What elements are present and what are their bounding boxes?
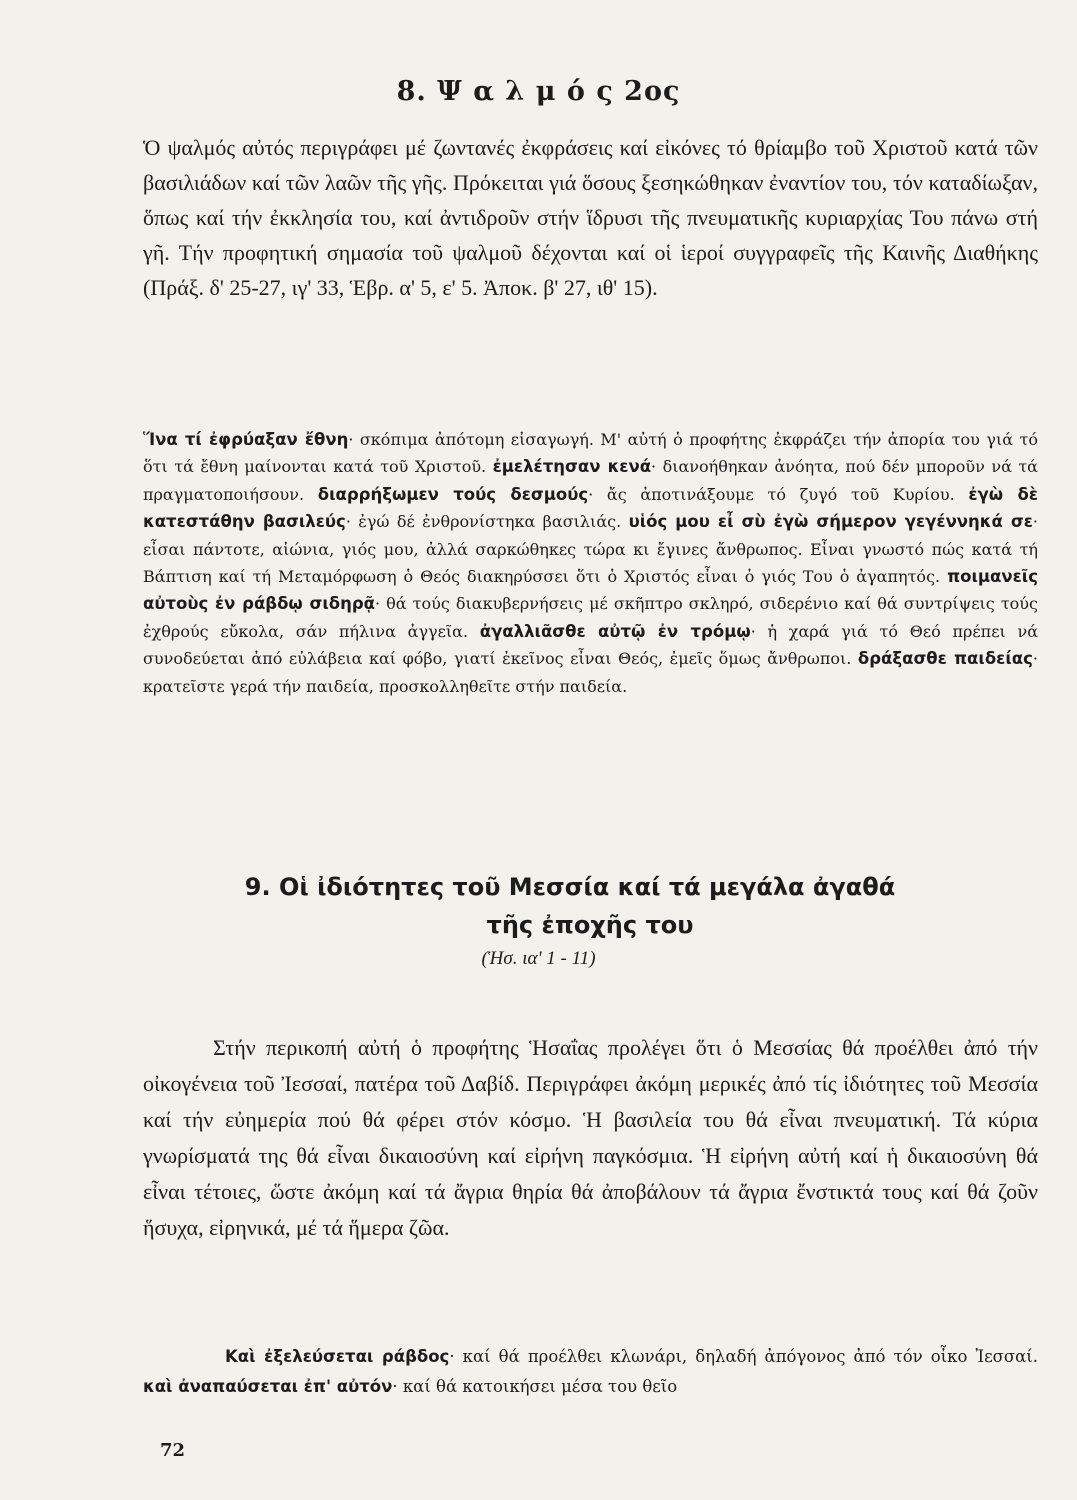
section-9-heading-line-2: τῆς ἐποχῆς του xyxy=(486,911,694,939)
commentary-term: ἐμελέτησαν κενά xyxy=(492,457,652,477)
commentary-term: διαρρήξωμεν τούς δεσμούς xyxy=(317,484,589,504)
section-9-heading xyxy=(150,868,1030,944)
commentary-term: Καὶ ἐξελεύσεται ράβδος xyxy=(225,1347,450,1366)
commentary-text: · εἶσαι πάντοτε, αἰώνια, γιός μου, ἀλλά σαρκώθηκες τώρα κι ἔγινες ἄνθρωπος. Εἶναι γνωστό πώς κατά τή Βάπτιση καί τή Μεταμόρφωση ὁ Θεός διακηρύσσει ὅτι ὁ Χριστός εἶναι ὁ γιός Του ὁ ἀγαπητός. xyxy=(143,512,1039,587)
commentary-term: ἐγὼ δὲ κατεστάθην βασιλεύς xyxy=(143,484,1039,532)
page-number: 72 xyxy=(160,1440,186,1461)
commentary-text: · θά τούς διακυβερνήσεις μέ σκῆπτρο σκληρό, σιδερένιο καί θά συντρίψεις τούς ἐχθρούς εὔκολα, σάν πήλινα ἀγγεῖα. xyxy=(143,594,1038,641)
commentary-term: ποιμανεῖς αὐτοὺς ἐν ράβδῳ σιδηρᾷ xyxy=(143,567,1038,614)
commentary-text: · ἡ χαρά γιά τό Θεό πρέπει νά συνοδεύεται ἀπό εὐλάβεια καί φόβο, γιατί ἐκεῖνος εἶναι Θεός, ἐμεῖς ὅμως ἄνθρωποι. xyxy=(143,621,1038,669)
section-8-commentary xyxy=(143,426,1038,700)
commentary-text: · ἐγώ δέ ἐνθρονίστηκα βασιλιάς. xyxy=(345,512,629,532)
section-9-paragraph-block xyxy=(143,1030,1038,1246)
section-9-reference: (Ἡσ. ια' 1 - 11) xyxy=(481,948,596,969)
commentary-text: · καί θά κατοικήσει μέσα του θεῖο xyxy=(392,1377,678,1396)
commentary-term: δράξασθε παιδείας xyxy=(857,649,1033,669)
section-9-heading-line-1: 9. Οἱ ἰδιότητες τοῦ Μεσσία καί τά μεγάλα ἀγαθά xyxy=(244,873,896,901)
section-9-commentary xyxy=(143,1342,1038,1402)
section-8-paragraph: Ὁ ψαλμός αὐτός περιγράφει μέ ζωντανές ἐκφράσεις καί εἰκόνες τό θρίαμβο τοῦ Χριστοῦ κατά τῶν βασιλιάδων καί τῶν λαῶν τῆς γῆς. Πρόκειται γιά ὅσους ξεσηκώθηκαν ἐναντίον του, τόν καταδίωξαν, ὅπως καί τήν ἐκκλησία του, καί ἀντιδροῦν στήν ἵδρυσι τῆς πνευματικῆς κυριαρχίας Του πάνω στή γῆ. Τήν προφητική σημασία τοῦ ψαλμοῦ δέχονται καί οἱ ἱεροί συγγραφεῖς τῆς Καινῆς Διαθήκης (Πράξ. δ' 25-27, ιγ' 33, Ἑβρ. α' 5, ε' 5. Ἀποκ. β' 27, ιθ' 15). xyxy=(143,135,1038,300)
section-9-paragraph: Στήν περικοπή αὐτή ὁ προφήτης Ἡσαΐας προλέγει ὅτι ὁ Μεσσίας θά προέλθει ἀπό τήν οἰκογένεια τοῦ Ἰεσσαί, πατέρα τοῦ Δαβίδ. Περιγράφει ἀκόμη μερικές ἀπό τίς ἰδιότητες τοῦ Μεσσία καί τήν εὐημερία πού θά φέρει στόν κόσμο. Ἡ βασιλεία του θά εἶναι πνευματική. Τά κύρια γνωρίσματά της θά εἶναι δικαιοσύνη καί εἰρήνη παγκόσμια. Ἡ εἰρήνη αὐτή καί ἡ δικαιοσύνη θά εἶναι τέτοιες, ὥστε ἀκόμη καί τά ἄγρια θηρία θά ἀποβάλουν τά ἄγρια ἔνστικτά τους καί θά ζοῦν ἥσυχα, εἰρηνικά, μέ τά ἥμερα ζῶα. xyxy=(143,1035,1038,1240)
section-8-heading: 8. Ψ α λ μ ό ς 2ος xyxy=(396,76,681,107)
commentary-term: υἱός μου εἶ σὺ ἐγὼ σήμερον γεγέννηκά σε xyxy=(628,512,1033,532)
commentary-text: · κρατεῖστε γερά τήν παιδεία, προσκολληθεῖτε στήν παιδεία. xyxy=(143,649,1038,696)
commentary-term: καὶ ἀναπαύσεται ἐπ' αὐτόν xyxy=(143,1377,393,1396)
commentary-term: Ἵνα τί ἐφρύαξαν ἔθνη xyxy=(143,430,349,449)
commentary-text: · καί θά προέλθει κλωνάρι, δηλαδή ἀπόγονος ἀπό τόν οἶκο Ἰεσσαί. xyxy=(449,1347,1038,1366)
commentary-text: · διανοήθηκαν ἀνόητα, πού δέν μποροῦν νά τά πραγματοποιήσουν. xyxy=(143,457,1038,504)
commentary-text: · ἄς ἀποτινάξουμε τό ζυγό τοῦ Κυρίου. xyxy=(588,484,969,504)
commentary-text: · σκόπιμα ἀπότομη εἰσαγωγή. Μ' αὐτή ὁ προφήτης ἐκφράζει τήν ἀπορία του γιά τό ὅτι τά ἔθνη μαίνονται κατά τοῦ Χριστοῦ. xyxy=(143,430,1038,477)
commentary-term: ἀγαλλιᾶσθε αὐτῷ ἐν τρόμῳ xyxy=(479,621,751,641)
